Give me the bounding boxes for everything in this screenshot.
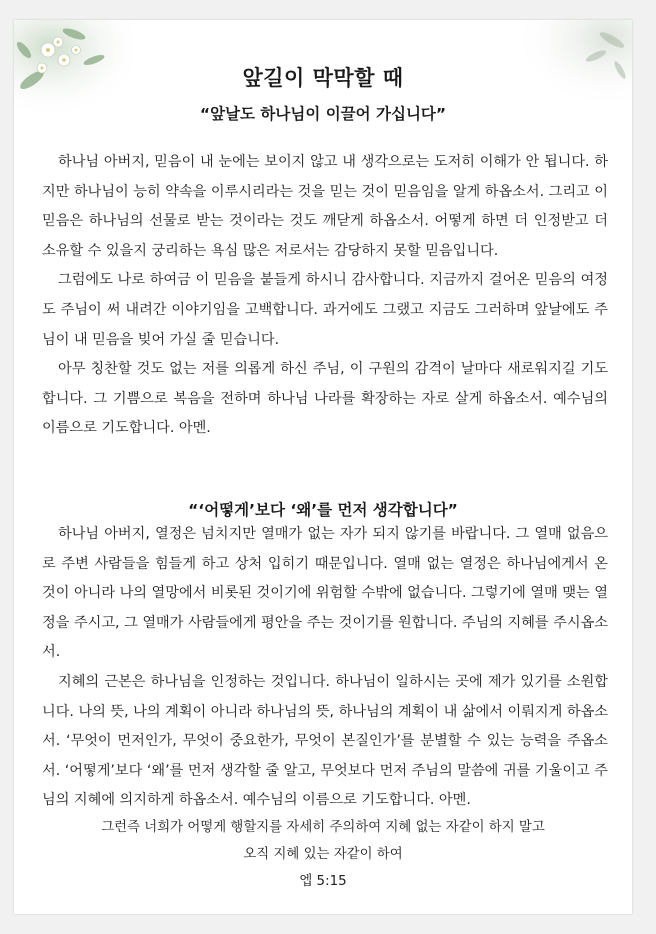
section1-paragraph: 그럼에도 나로 하여금 이 믿음을 붙들게 하시니 감사합니다. 지금까지 걸어온 믿음의 여정도 주님이 써 내려간 이야기임을 고백합니다. 과거에도 그랬고 지금도 그러하며 앞날에도 주님이 내 믿음을 빚어 가실 줄 믿습니다. [42, 272, 608, 348]
section1-heading: “앞날도 하나님이 이끌어 가십니다” [199, 105, 447, 123]
verse-line: 그런즉 너희가 어떻게 행할지를 자세히 주의하여 지혜 없는 자같이 하지 말고 [101, 820, 545, 835]
section2-paragraph: 지혜의 근본은 하나님을 인정하는 것입니다. 하나님이 일하시는 곳에 제가 있기를 소원합니다. 나의 뜻, 나의 계획이 아니라 하나님의 뜻, 하나님의 계획이 내 삶에서 이뤄지게 하옵소서. ‘무엇이 먼저인가, 무엇이 중요한가, 무엇이 본질인가’를 분별할 수 있는 능력을 주옵소서. ‘어떻게’보다 ‘왜’를 먼저 생각할 줄 알고, 무엇보다 먼저 주님의 말씀에 귀를 기울이고 주님의 지혜에 의지하게 하옵소서. 예수님의 이름으로 기도합니다. 아멘. [42, 673, 608, 809]
page-title: 앞길이 막막할 때 [242, 66, 404, 90]
section2-body [42, 520, 608, 816]
section1-paragraph: 하나님 아버지, 믿음이 내 눈에는 보이지 않고 내 생각으로는 도저히 이해가 안 됩니다. 하지만 하나님이 능히 약속을 이루시리라는 것을 믿는 것이 믿음임을 알게 하옵소서. 그리고 이 믿음은 하나님의 선물로 받는 것이라는 것도 깨닫게 하옵소서. 어떻게 하면 더 인정받고 더 소유할 수 있을지 궁리하는 욕심 많은 저로서는 감당하지 못할 믿음입니다. [42, 154, 608, 259]
section2-heading: “‘어떻게’보다 ‘왜’를 먼저 생각합니다” [188, 501, 458, 519]
verse-line: 오직 지혜 있는 자같이 하여 [243, 847, 403, 862]
verse-reference: 엡 5:15 [299, 874, 347, 889]
prayer-page [14, 20, 632, 914]
section1-body [42, 148, 608, 444]
bible-verse [14, 814, 632, 895]
section1-paragraph: 아무 칭찬할 것도 없는 저를 의롭게 하신 주님, 이 구원의 감격이 날마다 새로워지길 기도합니다. 그 기쁨으로 복음을 전하며 하나님 나라를 확장하는 자로 살게 하옵소서. 예수님의 이름으로 기도합니다. 아멘. [42, 361, 608, 437]
section2-paragraph: 하나님 아버지, 열정은 넘치지만 열매가 없는 자가 되지 않기를 바랍니다. 그 열매 없음으로 주변 사람들을 힘들게 하고 상처 입히기 때문입니다. 열매 없는 열정은 하나님에게서 온 것이 아니라 나의 열망에서 비롯된 것이기에 위험할 수밖에 없습니다. 그렇기에 열매 맺는 열정을 주시고, 그 열매가 사람들에게 평안을 주는 것이기를 원합니다. 주님의 지혜를 주시옵소서. [42, 526, 608, 661]
